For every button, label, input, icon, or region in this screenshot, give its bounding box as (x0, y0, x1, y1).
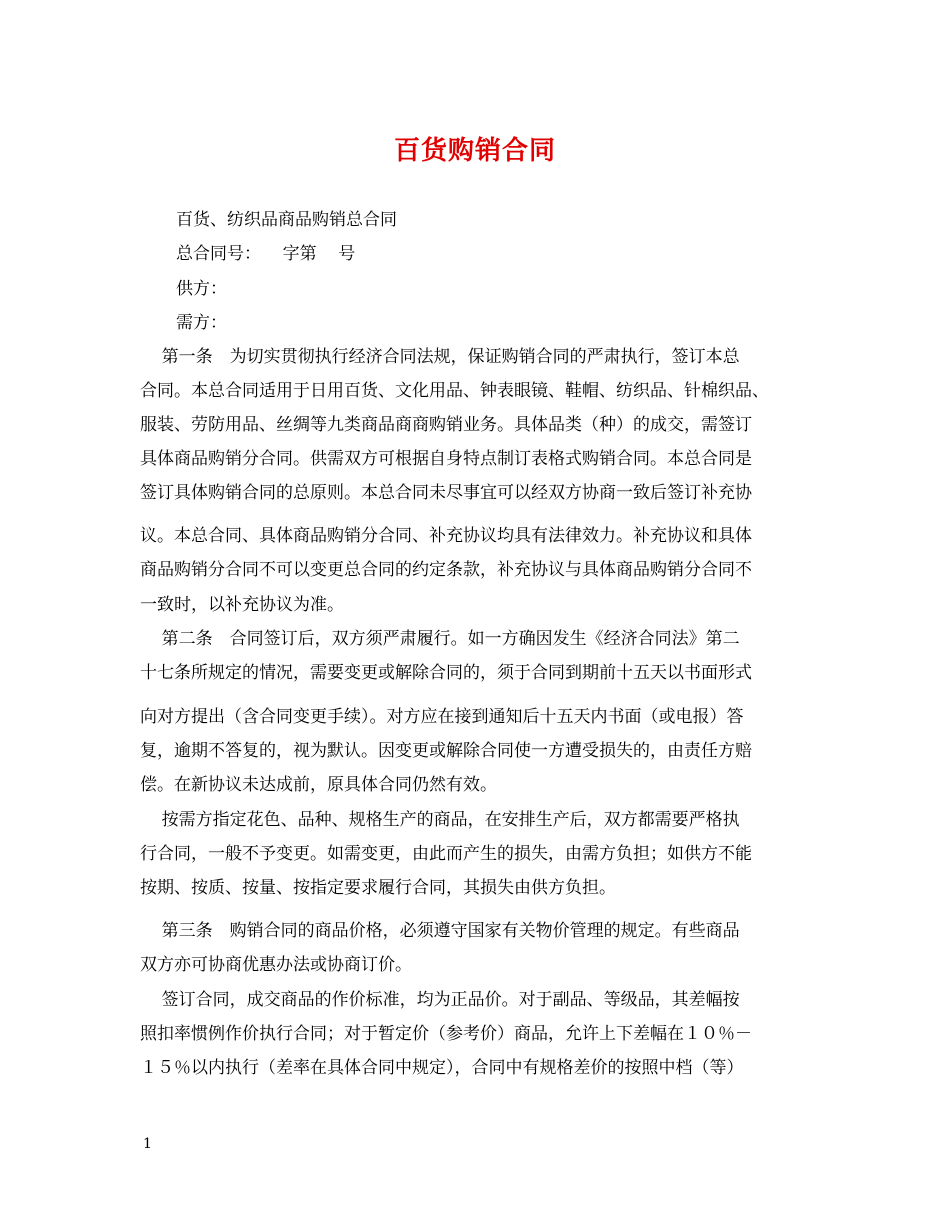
header-line: 百货、纺织品商品购销总合同 (176, 210, 397, 230)
document-title: 百货购销合同 (393, 136, 556, 166)
body-line: １５％以内执行（差率在具体合同中规定），合同中有规格差价的按照中档（等） (140, 1058, 744, 1078)
body-line: 第三条 购销合同的商品价格，必须遵守国家有关物价管理的规定。有些商品 (140, 921, 740, 941)
body-line: 复，逾期不答复的，视为默认。因变更或解除合同使一方遭受损失的，由责任方赔 (140, 741, 752, 761)
header-line: 供方： (176, 279, 227, 299)
page-number: 1 (143, 1136, 152, 1152)
body-line: 照扣率惯例作价执行合同；对于暂定价（参考价）商品，允许上下差幅在１０％－ (140, 1024, 752, 1044)
body-line: 向对方提出（含合同变更手续）。对方应在接到通知后十五天内书面（或电报）答 (140, 707, 744, 727)
body-line: 签订具体购销合同的总原则。本总合同未尽事宜可以经双方协商一致后签订补充协 (140, 483, 752, 503)
header-line: 需方： (176, 313, 227, 333)
body-line: 议。本总合同、具体商品购销分合同、补充协议均具有法律效力。补充协议和具体 (140, 526, 752, 546)
header-line: 总合同号： 字第 号 (176, 244, 356, 264)
body-line: 行合同，一般不予变更。如需变更，由此而产生的损失，由需方负担；如供方不能 (140, 844, 752, 864)
body-line: 一致时，以补充协议为准。 (140, 595, 344, 615)
body-line: 第二条 合同签订后，双方须严肃履行。如一方确因发生《经济合同法》第二 (140, 629, 740, 649)
body-line: 签订合同，成交商品的作价标准，均为正品价。对于副品、等级品，其差幅按 (140, 990, 740, 1010)
body-line: 具体商品购销分合同。供需双方可根据自身特点制订表格式购销合同。本总合同是 (140, 449, 752, 469)
body-line: 商品购销分合同不可以变更总合同的约定条款，补充协议与具体商品购销分合同不 (140, 560, 752, 580)
body-line: 双方亦可协商优惠办法或协商订价。 (140, 955, 412, 975)
body-line: 服装、劳防用品、丝绸等九类商品商商购销业务。具体品类（种）的成交，需签订 (140, 415, 752, 435)
body-line: 第一条 为切实贯彻执行经济合同法规，保证购销合同的严肃执行，签订本总 (140, 347, 740, 367)
body-line: 合同。本总合同适用于日用百货、文化用品、钟表眼镜、鞋帽、纺织品、针棉织品、 (140, 381, 769, 401)
body-line: 按期、按质、按量、按指定要求履行合同，其损失由供方负担。 (140, 878, 616, 898)
body-line: 偿。在新协议未达成前，原具体合同仍然有效。 (140, 775, 497, 795)
body-line: 按需方指定花色、品种、规格生产的商品，在安排生产后，双方都需要严格执 (140, 810, 740, 830)
body-line: 十七条所规定的情况，需要变更或解除合同的，须于合同到期前十五天以书面形式 (140, 663, 752, 683)
